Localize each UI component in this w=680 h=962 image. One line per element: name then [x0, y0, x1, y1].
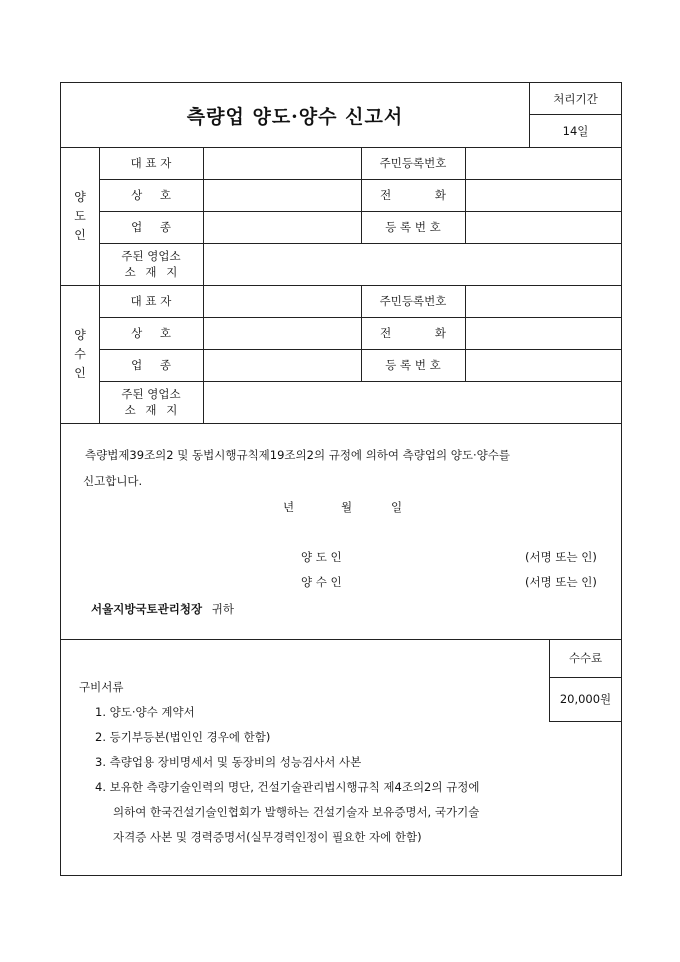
transferor-resident-number-label: 주민등록번호: [379, 156, 447, 170]
document-item-4-line2: 의하여 한국건설기술인협회가 발행하는 건설기술자 보유증명서, 국가기술: [113, 805, 480, 819]
document-item-2: 2. 등기부등본(법인인 경우에 한함): [95, 730, 271, 744]
recipient: 서울지방국토관리청장 귀하: [91, 602, 234, 616]
processing-period-label: 처리기간: [553, 91, 598, 106]
transferor-sign-label: 양 도 인: [301, 550, 342, 564]
declaration-text-line2: 신고합니다.: [83, 474, 143, 488]
documents-heading: 구비서류: [79, 680, 124, 694]
transferee-phone-field[interactable]: [465, 317, 622, 349]
transferor-phone-field[interactable]: [465, 179, 622, 211]
transferee-office-location-label: 주된 영업소 소 재 지: [121, 387, 181, 417]
transferee-trade-name-field[interactable]: [203, 317, 361, 349]
transferor-section-label: 양 도 인: [74, 189, 86, 242]
fee-label: 수수료: [568, 651, 603, 665]
date-year-label: 년: [283, 500, 295, 514]
form-title: 측량업 양도·양수 신고서: [186, 105, 404, 128]
transferor-business-type-field[interactable]: [203, 211, 361, 243]
transferor-representative-label: 대 표 자: [130, 156, 172, 170]
transferee-resident-number-field[interactable]: [465, 285, 622, 317]
transferee-resident-number-label: 주민등록번호: [379, 294, 447, 308]
transferor-office-location-field[interactable]: [203, 243, 622, 285]
transferor-representative-field[interactable]: [203, 147, 361, 179]
transferee-sign-label: 양 수 인: [301, 575, 342, 589]
transferee-registration-number-field[interactable]: [465, 349, 622, 381]
document-item-1: 1. 양도·양수 계약서: [95, 705, 195, 719]
transferor-trade-name-label: 상 호: [131, 188, 171, 202]
transferee-section-label: 양 수 인: [74, 327, 86, 380]
transferee-office-location-field[interactable]: [203, 381, 622, 423]
transferor-signature-area[interactable]: (서명 또는 인): [525, 550, 597, 564]
transferee-registration-number-label: 등 록 번 호: [385, 358, 441, 372]
transferee-representative-label: 대 표 자: [130, 294, 172, 308]
transferee-business-type-field[interactable]: [203, 349, 361, 381]
transferor-registration-number-label: 등 록 번 호: [385, 220, 441, 234]
transferee-signature-area[interactable]: (서명 또는 인): [525, 575, 597, 589]
document-item-4-line3: 자격증 사본 및 경력증명서(실무경력인정이 필요한 자에 한함): [113, 830, 422, 844]
transferor-phone-label: 전 화: [380, 188, 446, 202]
transferee-phone-label: 전 화: [380, 326, 446, 340]
transferee-representative-field[interactable]: [203, 285, 361, 317]
fee-value: 20,000원: [559, 692, 612, 706]
declaration-text-line1: 측량법제39조의2 및 동법시행규칙제19조의2의 규정에 의하여 측량업의 양도·양수를: [85, 448, 510, 462]
document-item-3: 3. 측량업용 장비명세서 및 동장비의 성능검사서 사본: [95, 755, 362, 769]
transferee-trade-name-label: 상 호: [131, 326, 171, 340]
transferor-office-location-label: 주된 영업소 소 재 지: [121, 249, 181, 279]
transferor-resident-number-field[interactable]: [465, 147, 622, 179]
date-day-label: 일: [391, 500, 403, 514]
date-month-label: 월: [341, 500, 353, 514]
transferor-trade-name-field[interactable]: [203, 179, 361, 211]
transferor-registration-number-field[interactable]: [465, 211, 622, 243]
processing-period-value: 14일: [562, 123, 589, 138]
transferor-business-type-label: 업 종: [131, 220, 171, 234]
transferee-business-type-label: 업 종: [131, 358, 171, 372]
document-item-4: 4. 보유한 측량기술인력의 명단, 건설기술관리법시행규칙 제4조의2의 규정에: [95, 780, 480, 794]
form-frame: [60, 82, 622, 876]
